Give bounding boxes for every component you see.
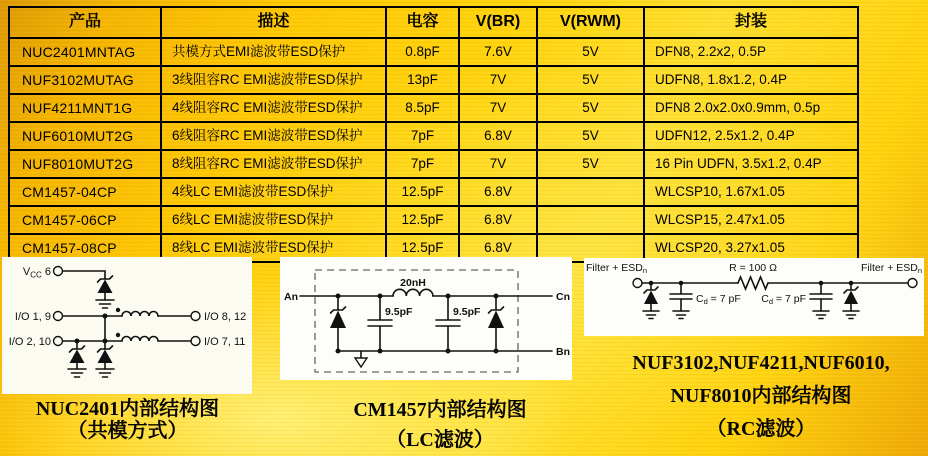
caption-line: （LC滤波）	[386, 429, 494, 451]
cell-vrwm	[537, 178, 644, 206]
capacitor-icon	[368, 296, 392, 351]
ground-icon	[813, 311, 829, 319]
filter-esd-label: Filter + ESDn	[586, 262, 648, 275]
rc-filter-schematic-icon	[584, 258, 924, 336]
polarity-dot-icon	[116, 308, 120, 312]
caption-line: （RC滤波）	[706, 418, 816, 440]
terminal-icon	[54, 312, 63, 321]
ground-icon	[96, 369, 114, 377]
cell-description: 8线LC EMI滤波带ESD保护	[161, 234, 386, 262]
common-mode-filter-schematic-icon	[2, 257, 252, 394]
resistor-icon	[738, 277, 768, 289]
caption-line: CM1457内部结构图	[353, 399, 527, 421]
caption-line: NUC2401内部结构图	[35, 398, 220, 420]
caption-line: NUF8010内部结构图	[670, 385, 852, 407]
ground-icon	[68, 369, 86, 377]
cell-description: 4线阻容RC EMI滤波带ESD保护	[161, 94, 386, 122]
cell-package: WLCSP20, 3.27x1.05	[644, 234, 858, 262]
terminal-icon	[54, 267, 63, 276]
ground-icon	[355, 351, 367, 367]
junction-dot-icon	[103, 339, 108, 344]
cell-capacitance: 12.5pF	[386, 206, 459, 234]
caption-rc-filter	[596, 352, 926, 440]
table-row	[9, 66, 858, 94]
capacitor-icon	[436, 296, 460, 351]
cell-package: DFN8 2.0x2.0x0.9mm, 0.5p	[644, 94, 858, 122]
cell-vbr: 7.6V	[459, 38, 537, 66]
cell-description: 6线阻容RC EMI滤波带ESD保护	[161, 122, 386, 150]
table-row	[9, 206, 858, 234]
caption-line: （共模方式）	[67, 420, 188, 442]
cell-capacitance: 7pF	[386, 122, 459, 150]
vcc-pin-label: $V_{CC}$ 6	[22, 266, 51, 280]
caption-nuc2401	[0, 398, 255, 442]
cell-description: 3线阻容RC EMI滤波带ESD保护	[161, 66, 386, 94]
table-row	[9, 38, 858, 66]
cell-description: 4线LC EMI滤波带ESD保护	[161, 178, 386, 206]
cell-capacitance: 12.5pF	[386, 178, 459, 206]
capacitor-value-label: 9.5pF	[385, 306, 413, 318]
ground-icon	[843, 311, 859, 319]
cell-description: 6线LC EMI滤波带ESD保护	[161, 206, 386, 234]
pin-label: Cn	[556, 291, 570, 303]
cell-vrwm: 5V	[537, 38, 644, 66]
cell-product: CM1457-06CP	[9, 206, 161, 234]
table-row	[9, 178, 858, 206]
pin-label: Bn	[556, 346, 570, 358]
zener-diode-icon	[98, 276, 113, 300]
rc-filter-circuit-diagram	[584, 258, 924, 336]
cell-package: 16 Pin UDFN, 3.5x1.2, 0.4P	[644, 150, 858, 178]
filter-esd-label: Filter + ESDn	[860, 262, 922, 275]
inductor-icon	[122, 337, 158, 342]
cell-capacitance: 12.5pF	[386, 234, 459, 262]
inductor-icon	[393, 289, 433, 296]
cell-vbr: 6.8V	[459, 178, 537, 206]
cell-product: NUF4211MNT1G	[9, 94, 161, 122]
cell-product: CM1457-04CP	[9, 178, 161, 206]
ground-icon	[673, 311, 689, 319]
cell-vbr: 6.8V	[459, 122, 537, 150]
col-header-capacitance: 电容	[386, 7, 459, 38]
zener-diode-icon	[644, 283, 658, 311]
cell-capacitance: 7pF	[386, 150, 459, 178]
io-pin-label: I/O 8, 12	[204, 311, 247, 323]
terminal-icon	[191, 337, 200, 346]
cm1457-circuit-diagram	[280, 257, 572, 380]
cell-capacitance: 0.8pF	[386, 38, 459, 66]
cell-product: NUC2401MNTAG	[9, 38, 161, 66]
table-row	[9, 122, 858, 150]
capacitor-value-label: Cd = 7 pF	[696, 293, 741, 306]
cell-vbr: 7V	[459, 150, 537, 178]
capacitor-value-label: Cd = 7 pF	[761, 293, 806, 306]
cell-package: WLCSP15, 2.47x1.05	[644, 206, 858, 234]
cell-vrwm: 5V	[537, 122, 644, 150]
inductor-value-label: 20nH	[400, 277, 426, 289]
cell-capacitance: 13pF	[386, 66, 459, 94]
io-pin-label: I/O 2, 10	[8, 336, 51, 348]
terminal-icon	[191, 312, 200, 321]
zener-diode-icon	[98, 346, 113, 369]
polarity-dot-icon	[116, 333, 120, 337]
cell-description: 8线阻容RC EMI滤波带ESD保护	[161, 150, 386, 178]
caption-cm1457	[300, 399, 580, 451]
cell-package: UDFN12, 2.5x1.2, 0.4P	[644, 122, 858, 150]
zener-diode-icon	[70, 341, 85, 369]
cell-vbr: 6.8V	[459, 234, 537, 262]
resistor-value-label: R = 100 Ω	[729, 262, 777, 274]
cell-product: NUF6010MUT2G	[9, 122, 161, 150]
terminal-icon	[633, 279, 642, 288]
cell-package: WLCSP10, 1.67x1.05	[644, 178, 858, 206]
zener-diode-icon	[330, 296, 346, 351]
cell-description: 共模方式EMI滤波带ESD保护	[161, 38, 386, 66]
cell-vrwm: 5V	[537, 150, 644, 178]
cell-product: CM1457-08CP	[9, 234, 161, 262]
product-spec-table	[8, 6, 859, 263]
cell-vbr: 6.8V	[459, 206, 537, 234]
cell-vbr: 7V	[459, 94, 537, 122]
caption-line: NUF3102,NUF4211,NUF6010,	[632, 352, 890, 374]
ground-icon	[96, 300, 114, 308]
ground-icon	[643, 311, 659, 319]
terminal-icon	[54, 337, 63, 346]
table-row	[9, 94, 858, 122]
cell-product: NUF8010MUT2G	[9, 150, 161, 178]
capacitor-icon	[670, 283, 692, 311]
col-header-description: 描述	[161, 7, 386, 38]
lc-filter-schematic-icon	[280, 257, 572, 380]
pin-label: An	[284, 291, 298, 303]
capacitor-value-label: 9.5pF	[453, 306, 481, 318]
col-header-product: 产品	[9, 7, 161, 38]
inductor-icon	[122, 312, 158, 317]
cell-vbr: 7V	[459, 66, 537, 94]
col-header-package: 封装	[644, 7, 858, 38]
cell-product: NUF3102MUTAG	[9, 66, 161, 94]
zener-diode-icon	[844, 283, 858, 311]
cell-package: UDFN8, 1.8x1.2, 0.4P	[644, 66, 858, 94]
terminal-icon	[908, 279, 917, 288]
col-header-vbr: V(BR)	[459, 7, 537, 38]
cell-package: DFN8, 2.2x2, 0.5P	[644, 38, 858, 66]
cell-vrwm: 5V	[537, 94, 644, 122]
cell-capacitance: 8.5pF	[386, 94, 459, 122]
io-pin-label: I/O 1, 9	[14, 311, 51, 323]
capacitor-icon	[810, 283, 832, 311]
table-header-row	[9, 7, 858, 38]
col-header-vrwm: V(RWM)	[537, 7, 644, 38]
cell-vrwm: 5V	[537, 66, 644, 94]
cell-vrwm	[537, 206, 644, 234]
table-row	[9, 150, 858, 178]
zener-diode-icon	[488, 296, 504, 351]
io-pin-label: I/O 7, 11	[204, 336, 246, 348]
nuc2401-circuit-diagram	[2, 257, 252, 394]
